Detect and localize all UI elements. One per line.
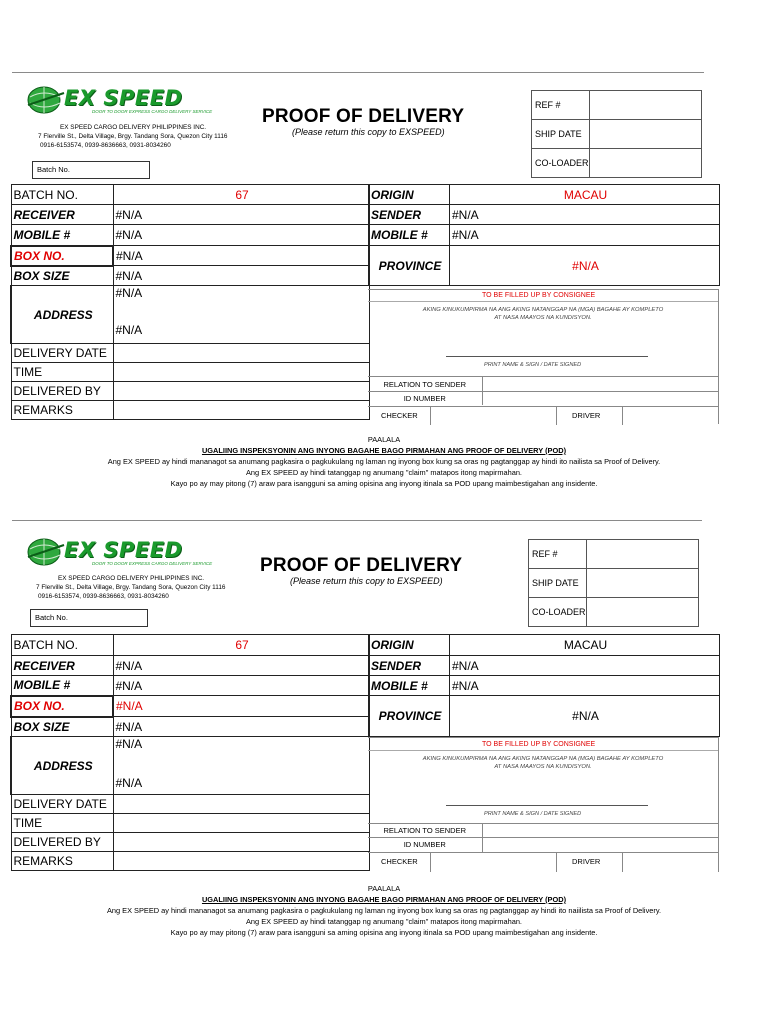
- confirm-line2: AT NASA MAAYOS NA KUNDISYON.: [494, 764, 592, 770]
- delivery-table-right: [368, 184, 720, 286]
- logo-text: EX SPEED: [64, 86, 183, 110]
- signature-line: [446, 356, 648, 357]
- remarks-label: REMARKS: [11, 852, 113, 871]
- origin-value: MACAU: [450, 185, 720, 205]
- coloader-value[interactable]: [589, 149, 701, 178]
- mobile2-value: #N/A: [450, 225, 720, 246]
- receiver-value: #N/A: [113, 656, 369, 676]
- ship-date-label: SHIP DATE: [529, 569, 587, 598]
- ref-label: REF #: [529, 540, 587, 569]
- consignee-confirm: [368, 306, 718, 322]
- batch-no-label: BATCH NO.: [11, 635, 113, 656]
- time-value[interactable]: [113, 814, 369, 833]
- company-phones: 0916-6153574, 0939-8636663, 0931-8034260: [40, 142, 171, 149]
- page-title: PROOF OF DELIVERY: [260, 555, 463, 576]
- mobile-value: #N/A: [113, 225, 369, 246]
- confirm-line1: AKING KINUKUMPIRMA NA ANG AKING NATANGGAP NA (MGA) BAGAHE AY KOMPLETO: [422, 756, 664, 762]
- notice-title: PAALALA: [367, 884, 401, 893]
- notice-heading: UGALIING INSPEKSYONIN ANG INYONG BAGAHE BAGO PIRMAHAN ANG PROOF OF DELIVERY (POD): [201, 895, 567, 904]
- page-subtitle: (Please return this copy to EXSPEED): [290, 576, 443, 586]
- origin-value: MACAU: [450, 635, 720, 656]
- address-value-line2: #N/A: [115, 323, 143, 337]
- origin-label: ORIGIN: [369, 635, 450, 656]
- id-value[interactable]: [482, 392, 718, 405]
- sender-label: SENDER: [369, 656, 450, 676]
- time-label: TIME: [11, 814, 113, 833]
- delivered-by-label: DELIVERED BY: [11, 833, 113, 852]
- origin-label: ORIGIN: [369, 185, 450, 205]
- notice-line1: Ang EX SPEED ay hindi mananagot sa anumang pagkasira o pagkukulang ng laman ng inyong box kung sa oras ng pagtanggap ay hindi ito nailista sa Proof of Delivery.: [107, 457, 661, 466]
- consignee-section: [368, 289, 719, 424]
- notice-line1: Ang EX SPEED ay hindi mananagot sa anumang pagkasira o pagkukulang ng laman ng inyong box kung sa oras ng pagtanggap ay hindi ito naiilista sa Proof of Delivery.: [106, 906, 662, 915]
- coloader-value[interactable]: [586, 598, 698, 627]
- middle-divider: [12, 520, 702, 521]
- box-size-label: BOX SIZE: [11, 717, 113, 737]
- province-value: #N/A: [450, 246, 720, 286]
- address-value: [113, 286, 369, 344]
- delivery-table-left: [10, 634, 370, 871]
- company-name: EX SPEED CARGO DELIVERY PHILIPPINES INC.: [58, 575, 205, 582]
- company-info: [38, 123, 227, 150]
- checker-row: [368, 406, 718, 425]
- company-phones: 0916-6153574, 0939-8636663, 0931-8034260: [38, 593, 169, 600]
- top-divider: [12, 72, 704, 73]
- checker-label: CHECKER: [381, 411, 418, 420]
- batch-no-value: 67: [113, 635, 369, 656]
- coloader-label: CO-LOADER: [529, 598, 587, 627]
- mobile-label: MOBILE #: [11, 676, 113, 696]
- logo-text: EX SPEED: [64, 538, 183, 562]
- box-size-value: #N/A: [113, 717, 369, 737]
- batch-no-value: 67: [113, 185, 369, 205]
- batch-no-small-label: Batch No.: [35, 613, 68, 622]
- mobile2-value: #N/A: [450, 676, 720, 696]
- ref-label: REF #: [532, 91, 590, 120]
- mobile2-label: MOBILE #: [369, 676, 450, 696]
- relation-label: RELATION TO SENDER: [368, 377, 482, 392]
- box-no-label: BOX NO.: [11, 696, 113, 717]
- batch-no-small-label: Batch No.: [37, 165, 70, 174]
- consignee-section: [368, 737, 719, 872]
- notice: [0, 434, 768, 489]
- box-no-value: #N/A: [113, 696, 369, 717]
- delivery-date-value[interactable]: [113, 344, 369, 363]
- sender-value: #N/A: [450, 205, 720, 225]
- delivery-date-value[interactable]: [113, 795, 369, 814]
- company-address: 7 Flerville St., Delta Village, Brgy. Tandang Sora, Quezon City 1116: [38, 133, 228, 140]
- ship-date-value[interactable]: [586, 569, 698, 598]
- address-value-line1: #N/A: [115, 737, 143, 751]
- notice-line3: Kayo po ay may pitong (7) araw para isangguni sa aming opisina ang inyong itinala sa POD upang maimbestigahan ang insidente.: [170, 479, 598, 488]
- consignee-header: TO BE FILLED UP BY CONSIGNEE: [482, 741, 596, 748]
- address-label: ADDRESS: [11, 286, 113, 344]
- delivered-by-label: DELIVERED BY: [11, 382, 113, 401]
- id-value[interactable]: [482, 838, 718, 852]
- relation-value[interactable]: [482, 824, 718, 838]
- globe-icon: [26, 85, 66, 115]
- relation-label: RELATION TO SENDER: [368, 824, 482, 838]
- id-label: ID NUMBER: [368, 838, 482, 852]
- notice-heading: UGALIING INSPEKSYONIN ANG INYONG BAGAHE BAGO PIRMAHAN ANG PROOF OF DELIVERY (POD): [201, 446, 567, 455]
- batch-no-box: [30, 609, 148, 627]
- receiver-label: RECEIVER: [11, 656, 113, 676]
- mobile-label: MOBILE #: [11, 225, 113, 246]
- address-value: [113, 737, 369, 795]
- box-no-value: #N/A: [113, 246, 369, 266]
- ship-date-label: SHIP DATE: [532, 120, 590, 149]
- sender-value: #N/A: [450, 656, 720, 676]
- address-value-line1: #N/A: [115, 286, 143, 300]
- globe-icon: [26, 537, 66, 567]
- delivered-by-value[interactable]: [113, 382, 369, 401]
- checker-label: CHECKER: [381, 857, 418, 866]
- batch-no-box: [32, 161, 150, 179]
- receiver-value: #N/A: [113, 205, 369, 225]
- mobile2-label: MOBILE #: [369, 225, 450, 246]
- consignee-confirm: [368, 755, 718, 771]
- consignee-table: [368, 376, 718, 405]
- company-address: 7 Flerville St., Delta Village, Brgy. Tandang Sora, Quezon City 1116: [36, 584, 226, 591]
- notice-line2: Ang EX SPEED ay hindi tatanggap ng anumang "claim" matapos itong mapirmahan.: [246, 468, 522, 477]
- notice: [0, 883, 768, 938]
- sender-label: SENDER: [369, 205, 450, 225]
- remarks-label: REMARKS: [11, 401, 113, 420]
- receiver-label: RECEIVER: [11, 205, 113, 225]
- box-size-label: BOX SIZE: [11, 266, 113, 286]
- address-value-line2: #N/A: [115, 776, 143, 790]
- box-no-label: BOX NO.: [11, 246, 113, 266]
- batch-no-label: BATCH NO.: [11, 185, 113, 205]
- logo-tagline: DOOR TO DOOR EXPRESS CARGO DELIVERY SERVICE: [92, 561, 213, 566]
- address-label: ADDRESS: [11, 737, 113, 795]
- delivery-date-label: DELIVERY DATE: [11, 344, 113, 363]
- consignee-header: TO BE FILLED UP BY CONSIGNEE: [482, 292, 596, 299]
- ship-date-value[interactable]: [589, 120, 701, 149]
- ref-table: [531, 90, 702, 178]
- notice-title: PAALALA: [367, 435, 401, 444]
- province-value: #N/A: [450, 696, 720, 737]
- ref-table: [528, 539, 699, 627]
- confirm-line1: AKING KINUKUMPIRMA NA ANG AKING NATANGGAP NA (MGA) BAGAHE AY KOMPLETO: [422, 307, 664, 313]
- checker-row: [368, 852, 718, 872]
- remarks-value[interactable]: [113, 401, 369, 420]
- notice-line3: Kayo po ay may pitong (7) araw para isangguni sa aming opisina ang inyong itinala sa POD upang maimbestigahan ang insidente.: [170, 928, 598, 937]
- delivered-by-value[interactable]: [113, 833, 369, 852]
- logo-tagline: DOOR TO DOOR EXPRESS CARGO DELIVERY SERVICE: [92, 109, 213, 114]
- signature-label: PRINT NAME & SIGN / DATE SIGNED: [484, 811, 582, 817]
- driver-label: DRIVER: [572, 411, 601, 420]
- time-label: TIME: [11, 363, 113, 382]
- ref-value[interactable]: [589, 91, 701, 120]
- id-label: ID NUMBER: [368, 392, 482, 405]
- province-label: PROVINCE: [369, 696, 450, 737]
- consignee-table: [368, 823, 718, 852]
- signature-label: PRINT NAME & SIGN / DATE SIGNED: [484, 362, 582, 368]
- notice-line2: Ang EX SPEED ay hindi tatanggap ng anumang "claim" matapos itong mapirmahan.: [246, 917, 522, 926]
- company-name: EX SPEED CARGO DELIVERY PHILIPPINES INC.: [60, 124, 207, 131]
- remarks-value[interactable]: [113, 852, 369, 871]
- page-subtitle: (Please return this copy to EXSPEED): [292, 127, 445, 137]
- mobile-value: #N/A: [113, 676, 369, 696]
- box-size-value: #N/A: [113, 266, 369, 286]
- company-info: [36, 574, 225, 601]
- delivery-table-right: [368, 634, 720, 737]
- province-label: PROVINCE: [369, 246, 450, 286]
- delivery-date-label: DELIVERY DATE: [11, 795, 113, 814]
- confirm-line2: AT NASA MAAYOS NA KUNDISYON.: [494, 315, 592, 321]
- coloader-label: CO-LOADER: [532, 149, 590, 178]
- delivery-table-left: [10, 184, 370, 420]
- time-value[interactable]: [113, 363, 369, 382]
- signature-line: [446, 805, 648, 806]
- driver-label: DRIVER: [572, 857, 601, 866]
- page-title: PROOF OF DELIVERY: [262, 106, 465, 127]
- relation-value[interactable]: [482, 377, 718, 392]
- ref-value[interactable]: [586, 540, 698, 569]
